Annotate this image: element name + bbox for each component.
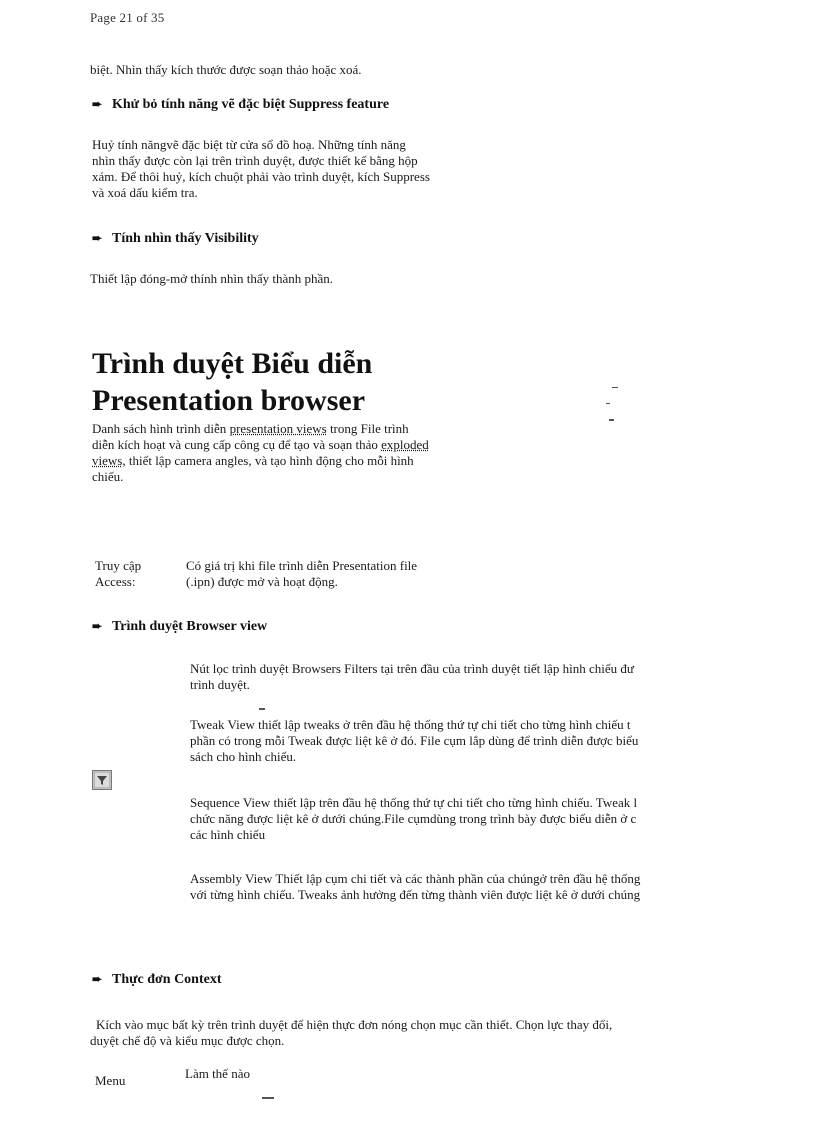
sequence-paragraph [190, 795, 750, 843]
presentation-description [92, 421, 429, 485]
suppress-heading [92, 97, 389, 113]
context-menu-heading-text: Thực đơn Context [112, 972, 222, 987]
scan-speck [606, 403, 610, 404]
right-arrow-icon: ➨ [92, 231, 103, 245]
desc-text: Danh sách hình trình diễn [92, 421, 230, 436]
assembly-line: Assembly View Thiết lập cụm chi tiết và các thành phần của chúngở trên đầu hệ thống [190, 871, 641, 886]
suppress-line: xám. Để thôi huỷ, kích chuột phải vào trình duyệt, kích Suppress [92, 169, 430, 184]
browser-view-heading [92, 619, 267, 635]
visibility-heading-text: Tính nhìn thấy Visibility [112, 231, 259, 246]
scan-speck [609, 419, 614, 421]
visibility-heading [92, 231, 259, 247]
desc-text: chiếu. [92, 469, 124, 484]
intro-line: biệt. Nhìn thấy kích thước được soạn thảo hoặc xoá. [90, 62, 362, 77]
browser-view-heading-text: Trình duyệt Browser view [112, 619, 268, 634]
menu-column-label: Menu [95, 1073, 126, 1088]
sequence-line: các hình chiếu [190, 827, 266, 842]
context-menu-line: Kích vào mục bất kỳ trên trình duyệt để hiện thực đơn nóng chọn mục cần thiết. Chọn lực thay đổi, [96, 1017, 613, 1032]
views-link[interactable]: views [92, 453, 123, 468]
suppress-line: nhìn thấy được còn lại trên trình duyệt, được thiết kế bằng hộp [92, 153, 418, 168]
filters-line: trình duyệt. [190, 677, 250, 692]
access-label [95, 558, 141, 590]
filters-line: Nút lọc trình duyệt Browsers Filters tại trên đầu của trình duyệt tiết lập hình chiếu đư [190, 661, 634, 676]
context-menu-paragraph [90, 1017, 752, 1049]
sequence-line: Sequence View thiết lập trên đầu hệ thống thứ tự chi tiết cho từng hình chiếu. Tweak l [190, 795, 638, 810]
right-arrow-icon: ➨ [92, 972, 103, 986]
right-arrow-icon: ➨ [92, 619, 103, 633]
desc-text: trong File trình [326, 421, 409, 436]
access-value-line: (.ipn) được mở và hoạt động. [186, 574, 338, 589]
desc-text: diễn kích hoạt và cung cấp công cụ để tạo và soạn thảo [92, 437, 382, 452]
visibility-text: Thiết lập đóng-mở thính nhìn thấy thành phần. [90, 271, 334, 286]
scan-speck [259, 708, 265, 710]
desc-text: , thiết lập camera angles, và tạo hình động cho mỗi hình [122, 453, 414, 468]
scan-speck [612, 387, 618, 388]
tweak-line: Tweak View thiết lập tweaks ở trên đầu hệ thống thứ tự chi tiết cho từng hình chiếu t [190, 717, 631, 732]
exploded-link[interactable]: exploded [381, 437, 429, 452]
how-column-label: Làm thế nào [185, 1066, 250, 1081]
presentation-views-link[interactable]: presentation views [229, 421, 327, 436]
right-arrow-icon: ➨ [92, 97, 103, 111]
tweak-line: sách cho hình chiếu. [190, 749, 297, 764]
tweak-paragraph [190, 717, 750, 765]
access-value-line: Có giá trị khi file trình diễn Presentation file [186, 558, 418, 573]
assembly-line: với từng hình chiếu. Tweaks ảnh hưởng đến từng thành viên được liệt kê ở dưới chúng [190, 887, 641, 902]
suppress-line: Huỷ tính năngvẽ đặc biệt từ cửa sổ đồ hoạ. Những tính năng [92, 137, 406, 152]
tweak-line: phần có trong mỗi Tweak được liệt kê ở đó. File cụm lắp dùng để trình diễn được biểu [190, 733, 639, 748]
scan-speck [262, 1097, 274, 1099]
sequence-line: chức năng được liệt kê ở dưới chúng.File cụmdùng trong trình bày được biểu diễn ở c [190, 811, 637, 826]
filters-paragraph [190, 661, 750, 693]
section-title-line2: Presentation browser [92, 384, 366, 417]
page-number: Page 21 of 35 [90, 10, 165, 25]
suppress-line: và xoá dấu kiểm tra. [92, 185, 198, 200]
suppress-paragraph [92, 137, 430, 201]
context-menu-heading [92, 972, 222, 988]
context-menu-line: duyệt chế độ và kiểu mục được chọn. [90, 1033, 285, 1048]
assembly-paragraph [190, 871, 750, 903]
access-label-line: Truy cập [95, 558, 142, 573]
section-title-line1: Trình duyệt Biểu diễn [92, 347, 373, 380]
access-value [186, 558, 417, 590]
access-label-line: Access: [95, 574, 136, 589]
suppress-heading-text: Khử bỏ tính năng vẽ đặc biệt Suppress feature [112, 97, 390, 112]
browser-filter-icon[interactable] [92, 770, 112, 790]
